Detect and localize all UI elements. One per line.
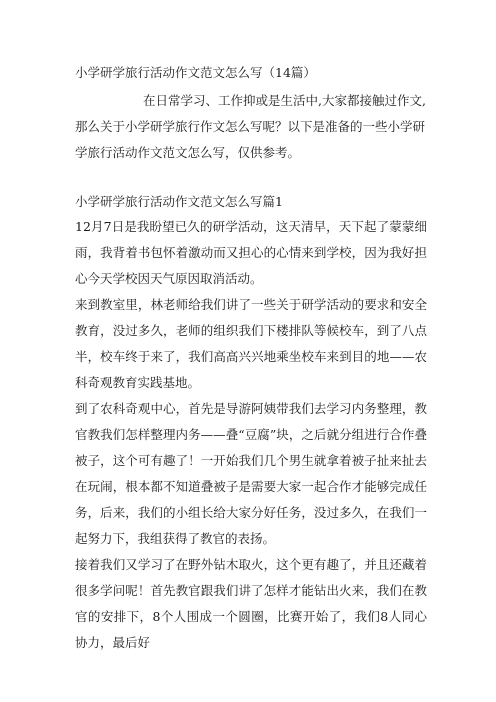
intro-text: 在日常学习、工作抑或是生活中,大家都接触过作文,那么关于小学研学旅行作文怎么写呢？以下是准备的一些小学研学旅行活动作文范文怎么写，仅供参考。 xyxy=(75,93,426,160)
paragraph-4: 接着我们又学习了在野外钻木取火，这个更有趣了，并且还藏着很多学问呢！首先教官跟我们讲了怎样才能钻出火来，我们在教官的安排下，8个人围成一个圆圈，比赛开始了，我们8人同心协力，最后好 xyxy=(75,557,427,650)
section-title: 小学研学旅行活动作文范文怎么写篇1 xyxy=(75,194,283,209)
document-title: 小学研学旅行活动作文范文怎么写（14篇） xyxy=(75,65,316,80)
intro-paragraph xyxy=(75,88,427,166)
body-text xyxy=(75,214,427,656)
paragraph-2: 来到教室里，林老师给我们讲了一些关于研学活动的要求和安全教育，没过多久，老师的组织我们下楼排队等候校车，到了八点半，校车终于来了，我们高高兴兴地乘坐校车来到目的地——农科奇观教育实践基地。 xyxy=(75,297,427,390)
paragraph-3: 到了农科奇观中心，首先是导游阿姨带我们去学习内务整理，教官教我们怎样整理内务——叠“豆腐”块，之后就分组进行合作叠被子，这个可有趣了！一开始我们几个男生就拿着被子扯来扯去在玩闹，根本都不知道叠被子是需要大家一起合作才能够完成任务，后来，我们的小组长给大家分好任务，没过多久，在我们一起努力下，我组获得了教官的表扬。 xyxy=(75,401,427,546)
paragraph-1: 12月7日是我盼望已久的研学活动，这天清早，天下起了蒙蒙细雨，我背着书包怀着激动而又担心的心情来到学校，因为我好担心今天学校因天气原因取消活动。 xyxy=(75,219,427,286)
